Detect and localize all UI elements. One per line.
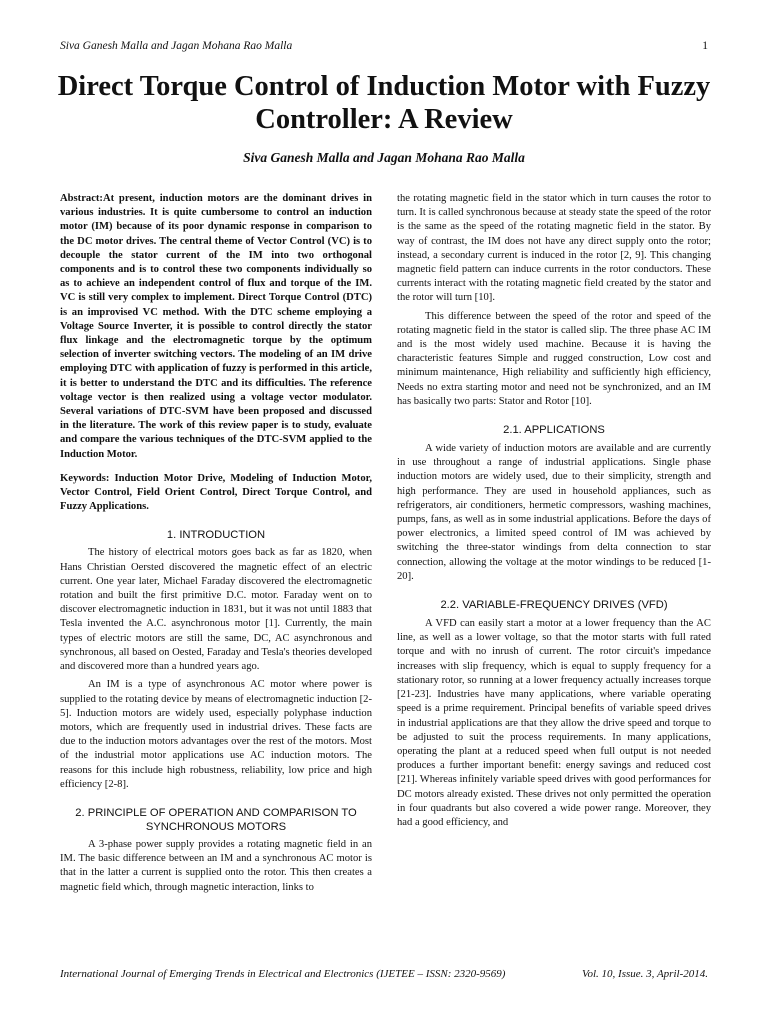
left-column	[60, 192, 372, 899]
section-heading-vfd: 2.2. VARIABLE-FREQUENCY DRIVES (VFD)	[440, 599, 668, 612]
running-head-authors: Siva Ganesh Malla and Jagan Mohana Rao Malla	[60, 40, 293, 52]
paper-title: Direct Torque Control of Induction Motor with Fuzzy Controller: A Review	[57, 71, 711, 135]
running-head	[60, 40, 708, 58]
footer-journal: International Journal of Emerging Trends in Electrical and Electronics (IJETEE – ISSN: 2320-9569)	[60, 968, 506, 980]
section-heading-introduction: 1. INTRODUCTION	[166, 529, 266, 542]
page-number: 1	[702, 40, 708, 52]
slip-paragraph: This difference between the speed of the rotor and speed of the rotating magnetic field in the stator is called slip. The three phase AC IM and is the most widely used machine. Because it is having the characteristic features Simple and rugged construction, Low cost and minimum maintenance, High reliability and sufficiently high efficiency, Needs no extra starting motor and need not be synchronized, and an IM has basically two parts: Stator and Rotor [10].	[397, 310, 711, 407]
vfd-paragraph: A VFD can easily start a motor at a lower frequency than the AC line, as well as a lower voltage, so that the motor starts with full rated torque and with no inrush of current. The rotor circuit's impedance increases with slip frequency, which is equal to supply frequency for a stationary rotor, so running at a lower frequency actually increases torque [21-23]. Industries have many applications, where variable operating speed is a prime requirement. Principal benefits of variable speed drives in industrial applications are that they allow the drive speed and torque to be adjusted to suit the process requirements. In many applications, operating the plant at a reduced speed when full output is not needed produces a further important benefit: energy savings and reduced cost [21]. Whereas infinitely variable speed drives with good performances for DC motors already existed. These drives not only permitted the operation in four quadrants but also covered a wide power range. Moreover, they had a good efficiency, and	[397, 618, 711, 828]
intro-paragraph-1: The history of electrical motors goes back as far as 1820, when Hans Christian Oersted discovered the magnetic effect of an electric current. One year later, Michael Faraday discovered the electromagnetic rotation and built the first primitive D.C. motor. Faraday went on to discover electromagnetic induction in 1831, but it was not until 1883 that Tesla invented the A.C. asynchronous motor [1]. Currently, the main types of electric motors are still the same, DC, AC asynchronous and synchronous, all based on Oested, Faraday and Tesla's theories developed and discovered more than a hundred years ago.	[60, 547, 372, 673]
section-heading-principle: 2. PRINCIPLE OF OPERATION AND COMPARISON TO SYNCHRONOUS MOTORS	[75, 806, 357, 833]
abstract: Abstract:At present, induction motors are the dominant drives in various industries. It is quite cumbersome to control an induction motor (IM) because of its poor dynamic response in comparison to the DC motor drives. The central theme of Vector Control (VC) is to decouple the stator current of the IM into two orthogonal components and is to control these two components individually so as to achieve an independent control of flux and torque of the IM. VC is still very complex to implement. Direct Torque Control (DTC) is an improvised VC method. With the DTC scheme employing a Voltage Source Inverter, it is possible to control directly the stator flux linkage and the electromagnetic torque by the optimum selection of inverter switching vectors. The modeling of an IM drive employing DTC with application of fuzzy is performed in this article, it is better to understand the DTC and its difficulties. The reference voltage vector is then realized using a voltage vector modulator. Several variations of DTC-SVM have been proposed and discussed in the literature. The work of this review paper is to study, evaluate and compare the various techniques of the DTC-SVM applied to the Induction Motor.	[60, 193, 372, 460]
principle-paragraph-continued: the rotating magnetic field in the stator which in turn causes the rotor to turn. It is called synchronous because at steady state the speed of the rotor is the same as the speed of the rotating magnetic field in the stator. By way of contrast, the IM does not have any direct supply onto the rotor; instead, a secondary current is induced in the rotor [2, 9]. This changing magnetic field pattern can induce currents in the rotor conductors. These currents interact with the rotating magnetic field created by the stator and the rotor will turn [10].	[397, 193, 711, 304]
intro-paragraph-2: An IM is a type of asynchronous AC motor where power is supplied to the rotating device by means of electromagnetic induction [2-5]. Induction motors are widely used, especially polyphase induction motors, which are frequently used in industrial drives. These facts are due to the induction motors advantages over the rest of the motors. Most of the industrial motor applications use AC induction motors. The reasons for this include high robustness, reliability, low price and high efficiency [2-8].	[60, 679, 372, 790]
applications-paragraph: A wide variety of induction motors are available and are currently in use throughout a range of industrial applications. Single phase induction motors are widely used, due to their simplicity, strength and high performance. They are used in household appliances, such as refrigerators, air conditioners, hermetic compressors, washing machines, pumps, fans, as well as in some industrial applications. Before the days of power electronics, a limited speed control of IM was achieved by switching the three-stator windings from delta connection to star connection, allowing the voltage at the motor windings to be reduced [1-20].	[397, 443, 711, 582]
section-heading-applications: 2.1. APPLICATIONS	[503, 424, 605, 437]
right-column	[397, 192, 711, 834]
page-footer	[60, 968, 708, 980]
paper-authors: Siva Ganesh Malla and Jagan Mohana Rao Malla	[243, 150, 525, 165]
principle-paragraph-1: A 3-phase power supply provides a rotating magnetic field in an IM. The basic difference between an IM and a synchronous AC motor is that in the latter a current is supplied onto the rotor. This then creates a magnetic field which, through magnetic interaction, links to	[60, 838, 372, 893]
footer-volume: Vol. 10, Issue. 3, April-2014.	[582, 968, 708, 980]
keywords: Keywords: Induction Motor Drive, Modeling of Induction Motor, Vector Control, Field Orient Control, Direct Torque Control, and Fuzzy Applications.	[60, 472, 372, 513]
